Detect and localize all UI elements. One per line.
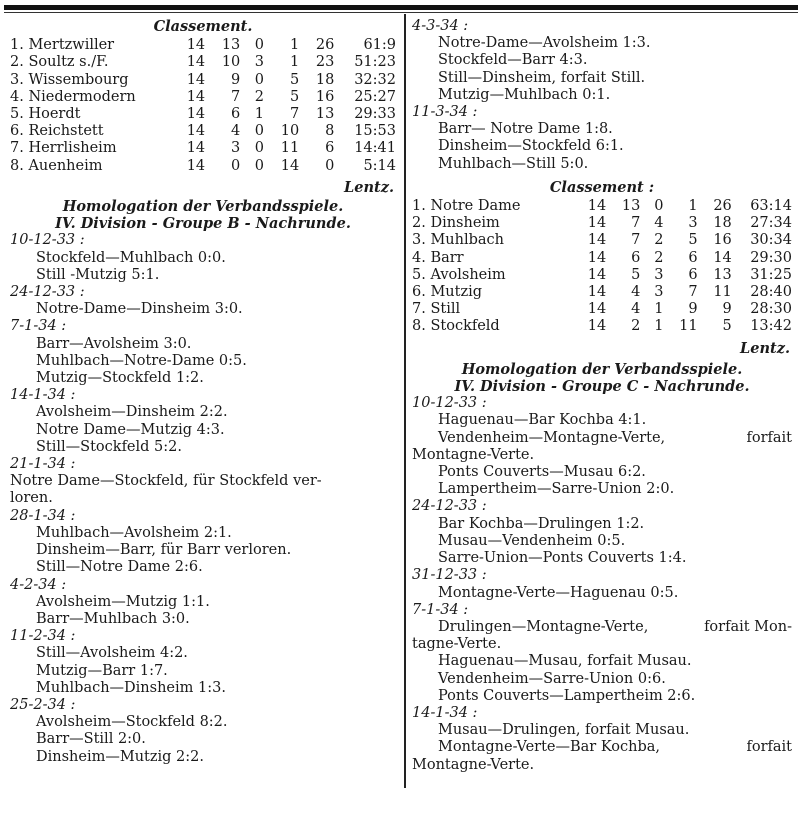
goal-diff: 30:34	[750, 232, 792, 249]
stat-l: 6	[688, 249, 698, 266]
stat-pts: 9	[722, 301, 732, 318]
team-cell	[10, 123, 180, 140]
standings-table-right	[412, 198, 792, 336]
stat-w: 7	[631, 215, 641, 232]
rank: 5.	[412, 266, 426, 283]
match-date: 14-1-34 :	[10, 387, 76, 404]
stat-p: 14	[186, 123, 206, 140]
match-line: Musau—Vendenheim 0:5.	[438, 532, 626, 549]
goal-diff: 32:32	[354, 71, 396, 88]
match-line: Montagne-Verte—Haguenau 0:5.	[438, 584, 679, 601]
stat-d: 0	[254, 157, 265, 174]
match-text: Montagne-Verte—Bar Kochba,	[438, 739, 661, 756]
match-line: Still—Stockfeld 5:2.	[36, 438, 182, 455]
stat-pts: 13	[315, 106, 335, 123]
standings-title: Classement.	[153, 18, 253, 35]
goal-diff: 14:41	[354, 140, 396, 157]
team-name: Reichstett	[28, 123, 104, 140]
standings-row	[412, 198, 792, 215]
stat-p: 14	[186, 54, 206, 71]
standings-row	[10, 89, 396, 106]
match-line: Dinsheim—Barr, für Barr verloren.	[36, 542, 292, 559]
stat-p: 14	[186, 106, 206, 123]
team-cell	[10, 54, 180, 71]
match-line: Sarre-Union—Ponts Couverts 1:4.	[438, 550, 687, 567]
standings-row	[10, 106, 396, 123]
signature: Lentz.	[344, 178, 394, 196]
match-date: 7-1-34 :	[10, 318, 67, 335]
stat-l: 7	[688, 284, 698, 301]
match-forfait: forfait	[746, 739, 792, 756]
team-name: Muhlbach	[430, 232, 505, 249]
standings-row	[412, 301, 792, 318]
match-line: Avolsheim—Mutzig 1:1.	[36, 593, 210, 610]
goal-diff: 63:14	[750, 198, 792, 215]
stat-pts: 14	[713, 249, 732, 266]
stat-p: 14	[186, 71, 206, 88]
stat-w: 6	[231, 106, 241, 123]
stat-w: 9	[231, 71, 241, 88]
stat-d: 0	[254, 37, 265, 54]
match-date: 11-2-34 :	[10, 628, 76, 645]
stat-d: 2	[654, 249, 664, 266]
stat-l: 14	[280, 157, 300, 174]
division-title: IV. Division - Groupe B - Nachrunde.	[55, 215, 351, 233]
stat-pts: 8	[325, 123, 335, 140]
match-line: Dinsheim—Mutzig 2:2.	[36, 748, 204, 765]
team-cell	[10, 89, 180, 106]
rank: 1.	[10, 37, 24, 54]
team-name: Mutzig	[430, 284, 483, 301]
team-name: Still	[430, 301, 461, 318]
match-line: Notre-Dame—Dinsheim 3:0.	[36, 301, 243, 318]
match-line: Vendenheim—Sarre-Union 0:6.	[438, 670, 666, 687]
stat-d: 0	[654, 198, 664, 215]
stat-w: 2	[631, 318, 641, 335]
stat-d: 3	[654, 266, 664, 283]
rank: 2.	[10, 54, 24, 71]
stat-p: 14	[587, 198, 607, 215]
match-line: Notre-Dame—Avolsheim 1:3.	[438, 35, 651, 52]
stat-l: 11	[679, 318, 698, 335]
rank: 6.	[10, 123, 24, 140]
team-cell	[412, 232, 582, 249]
goal-diff: 31:25	[750, 266, 792, 283]
column-divider	[404, 14, 406, 788]
match-line: Still—Notre Dame 2:6.	[36, 559, 203, 576]
stat-l: 5	[688, 232, 698, 249]
team-cell	[412, 318, 582, 335]
left-column	[10, 18, 396, 766]
stat-pts: 16	[315, 88, 335, 105]
goal-diff: 28:30	[750, 301, 792, 318]
goal-diff: 28:40	[750, 284, 792, 301]
stat-p: 14	[587, 249, 607, 266]
stat-d: 0	[254, 140, 265, 157]
goal-diff: 15:53	[354, 123, 396, 140]
match-line: loren.	[10, 490, 53, 507]
stat-d: 0	[254, 71, 265, 88]
rank: 3.	[10, 71, 24, 88]
team-name: Niedermodern	[28, 88, 136, 105]
match-date: 11-3-34 :	[412, 104, 478, 121]
stat-pts: 18	[315, 71, 335, 88]
homologation-title-right: Homologation der Verbandsspiele.	[461, 360, 743, 378]
match-line: Ponts Couverts—Lampertheim 2:6.	[438, 687, 696, 704]
match-line: Muhlbach—Notre-Dame 0:5.	[36, 352, 247, 369]
match-line: Notre Dame—Mutzig 4:3.	[36, 421, 225, 438]
standings-row	[412, 232, 792, 249]
stat-p: 14	[186, 88, 206, 105]
rank: 3.	[412, 232, 426, 249]
stat-pts: 18	[713, 215, 732, 232]
match-line: Mutzig—Barr 1:7.	[36, 662, 168, 679]
rank: 7.	[10, 140, 24, 157]
rank: 8.	[10, 157, 24, 174]
standings-row	[10, 158, 396, 175]
match-line: Ponts Couverts—Musau 6:2.	[438, 464, 646, 481]
standings-row	[412, 284, 792, 301]
goal-diff: 61:9	[363, 37, 396, 54]
team-name: Auenheim	[28, 157, 103, 174]
stat-d: 1	[654, 318, 664, 335]
right-rounds-bottom	[412, 395, 792, 773]
match-date: 21-1-34 :	[10, 456, 76, 473]
match-line	[412, 739, 792, 756]
stat-d: 3	[654, 284, 664, 301]
match-line: Haguenau—Musau, forfait Musau.	[438, 653, 692, 670]
standings-row	[412, 318, 792, 335]
stat-pts: 23	[315, 54, 335, 71]
team-name: Dinsheim	[430, 215, 500, 232]
team-name: Barr	[430, 249, 464, 266]
match-line: Barr—Still 2:0.	[36, 731, 146, 748]
match-line: Musau—Drulingen, forfait Musau.	[438, 722, 690, 739]
team-name: Herrlisheim	[28, 140, 117, 157]
stat-w: 13	[621, 198, 641, 215]
match-line: Still—Dinsheim, forfait Still.	[438, 69, 646, 86]
team-cell	[412, 301, 582, 318]
stat-pts: 0	[325, 157, 335, 174]
stat-pts: 16	[713, 232, 732, 249]
stat-l: 10	[280, 123, 300, 140]
match-text: Vendenheim—Montagne-Verte,	[438, 429, 666, 446]
match-date: 10-12-33 :	[412, 395, 487, 412]
match-date: 10-12-33 :	[10, 232, 85, 249]
match-line: Avolsheim—Stockfeld 8:2.	[36, 714, 228, 731]
rank: 2.	[412, 215, 426, 232]
stat-l: 7	[289, 106, 300, 123]
match-forfait: forfait Mon-	[704, 618, 792, 635]
team-name: Avolsheim	[430, 266, 506, 283]
standings-row	[10, 123, 396, 140]
standings-title-right: Classement :	[549, 178, 655, 196]
match-line: Mutzig—Stockfeld 1:2.	[36, 370, 204, 387]
team-cell	[10, 158, 180, 175]
match-line: Muhlbach—Avolsheim 2:1.	[36, 524, 232, 541]
stat-w: 0	[231, 157, 241, 174]
match-line: Barr—Muhlbach 3:0.	[36, 610, 190, 627]
team-cell	[412, 215, 582, 232]
goal-diff: 13:42	[750, 318, 792, 335]
match-date: 28-1-34 :	[10, 507, 76, 524]
rank: 6.	[412, 284, 426, 301]
stat-d: 3	[254, 54, 265, 71]
stat-w: 6	[631, 249, 641, 266]
stat-l: 5	[289, 88, 300, 105]
match-date: 24-12-33 :	[412, 498, 487, 515]
team-cell	[10, 72, 180, 89]
standings-row	[10, 37, 396, 54]
standings-row	[412, 250, 792, 267]
standings-row	[412, 267, 792, 284]
left-rounds	[10, 232, 396, 765]
rank: 7.	[412, 301, 426, 318]
team-name: Notre Dame	[430, 198, 521, 215]
stat-d: 1	[654, 301, 664, 318]
match-line: Lampertheim—Sarre-Union 2:0.	[438, 481, 675, 498]
match-line	[412, 619, 792, 636]
match-line-cont: Montagne-Verte.	[412, 446, 535, 463]
stat-p: 14	[186, 140, 206, 157]
stat-pts: 26	[713, 198, 732, 215]
match-line: Stockfeld—Muhlbach 0:0.	[36, 249, 226, 266]
stat-w: 10	[221, 54, 241, 71]
team-cell	[10, 140, 180, 157]
team-cell	[10, 106, 180, 123]
standings-table-left	[10, 37, 396, 175]
stat-l: 9	[688, 301, 698, 318]
stat-p: 14	[587, 318, 607, 335]
stat-w: 4	[631, 284, 641, 301]
homologation-title: Homologation der Verbandsspiele.	[62, 198, 344, 216]
rank: 8.	[412, 318, 426, 335]
team-name: Mertzwiller	[28, 37, 115, 54]
match-line: Barr— Notre Dame 1:8.	[438, 121, 613, 138]
top-rule	[4, 5, 798, 10]
stat-d: 4	[654, 215, 664, 232]
match-line: Still—Avolsheim 4:2.	[36, 645, 188, 662]
stat-l: 5	[289, 71, 300, 88]
match-text: Drulingen—Montagne-Verte,	[438, 618, 649, 635]
match-line-cont: tagne-Verte.	[412, 636, 502, 653]
standings-row	[10, 54, 396, 71]
stat-d: 2	[654, 232, 664, 249]
stat-l: 11	[280, 140, 300, 157]
match-date: 4-3-34 :	[412, 18, 469, 34]
stat-w: 7	[231, 88, 241, 105]
goal-diff: 27:34	[750, 215, 792, 232]
match-line: Stockfeld—Barr 4:3.	[438, 52, 588, 69]
stat-w: 7	[631, 232, 641, 249]
stat-pts: 6	[325, 140, 335, 157]
stat-p: 14	[587, 232, 607, 249]
team-cell	[412, 198, 582, 215]
match-line: Haguenau—Bar Kochba 4:1.	[438, 412, 647, 429]
stat-w: 4	[231, 123, 241, 140]
match-line: Notre Dame—Stockfeld, für Stockfeld ver-	[10, 473, 322, 490]
stat-pts: 26	[315, 37, 335, 54]
rank: 4.	[412, 249, 426, 266]
team-cell	[412, 250, 582, 267]
match-line: Bar Kochba—Drulingen 1:2.	[438, 515, 645, 532]
stat-pts: 11	[713, 284, 732, 301]
stat-d: 2	[254, 88, 265, 105]
goal-diff: 29:30	[750, 249, 792, 266]
match-line: Still -Mutzig 5:1.	[36, 266, 160, 283]
team-cell	[412, 284, 582, 301]
match-date: 7-1-34 :	[412, 601, 469, 618]
match-date: 4-2-34 :	[10, 576, 67, 593]
signature-right: Lentz.	[740, 339, 790, 357]
stat-p: 14	[587, 215, 607, 232]
match-forfait: forfait	[746, 429, 792, 446]
match-line: Dinsheim—Stockfeld 6:1.	[438, 138, 624, 155]
team-name: Stockfeld	[430, 318, 500, 335]
stat-p: 14	[587, 284, 607, 301]
team-cell	[412, 267, 582, 284]
standings-row	[412, 215, 792, 232]
stat-w: 5	[631, 266, 641, 283]
stat-p: 14	[587, 266, 607, 283]
match-date: 31-12-33 :	[412, 567, 487, 584]
team-cell	[10, 37, 180, 54]
match-line: Avolsheim—Dinsheim 2:2.	[36, 404, 228, 421]
rank: 5.	[10, 106, 24, 123]
stat-l: 1	[289, 37, 300, 54]
division-title-right: IV. Division - Groupe C - Nachrunde.	[454, 378, 750, 396]
stat-w: 13	[221, 37, 241, 54]
team-name: Hoerdt	[28, 106, 81, 123]
match-line: Barr—Avolsheim 3:0.	[36, 335, 192, 352]
match-line: Muhlbach—Still 5:0.	[438, 155, 589, 172]
goal-diff: 29:33	[354, 106, 396, 123]
rank: 1.	[412, 198, 426, 215]
goal-diff: 5:14	[363, 157, 396, 174]
stat-d: 0	[254, 123, 265, 140]
goal-diff: 51:23	[354, 54, 396, 71]
match-line	[412, 430, 792, 447]
stat-pts: 5	[722, 318, 732, 335]
stat-l: 1	[289, 54, 300, 71]
stat-l: 3	[688, 215, 698, 232]
standings-row	[10, 140, 396, 157]
match-date: 14-1-34 :	[412, 704, 478, 721]
standings-row	[10, 72, 396, 89]
stat-pts: 13	[713, 266, 732, 283]
top-rule-thin	[4, 12, 798, 13]
match-line: Mutzig—Muhlbach 0:1.	[438, 86, 611, 103]
match-date: 24-12-33 :	[10, 284, 85, 301]
right-column	[412, 18, 792, 774]
stat-w: 4	[631, 301, 641, 318]
goal-diff: 25:27	[354, 88, 396, 105]
team-name: Soultz s./F.	[28, 54, 109, 71]
stat-p: 14	[186, 157, 206, 174]
right-rounds-top	[412, 18, 792, 173]
stat-p: 14	[186, 37, 206, 54]
stat-d: 1	[254, 106, 265, 123]
match-line-cont: Montagne-Verte.	[412, 756, 535, 773]
stat-l: 6	[688, 266, 698, 283]
stat-l: 1	[688, 198, 698, 215]
rank: 4.	[10, 88, 24, 105]
team-name: Wissembourg	[28, 71, 129, 88]
stat-p: 14	[587, 301, 607, 318]
match-date: 25-2-34 :	[10, 696, 76, 713]
stat-w: 3	[231, 140, 241, 157]
match-line: Muhlbach—Dinsheim 1:3.	[36, 679, 226, 696]
